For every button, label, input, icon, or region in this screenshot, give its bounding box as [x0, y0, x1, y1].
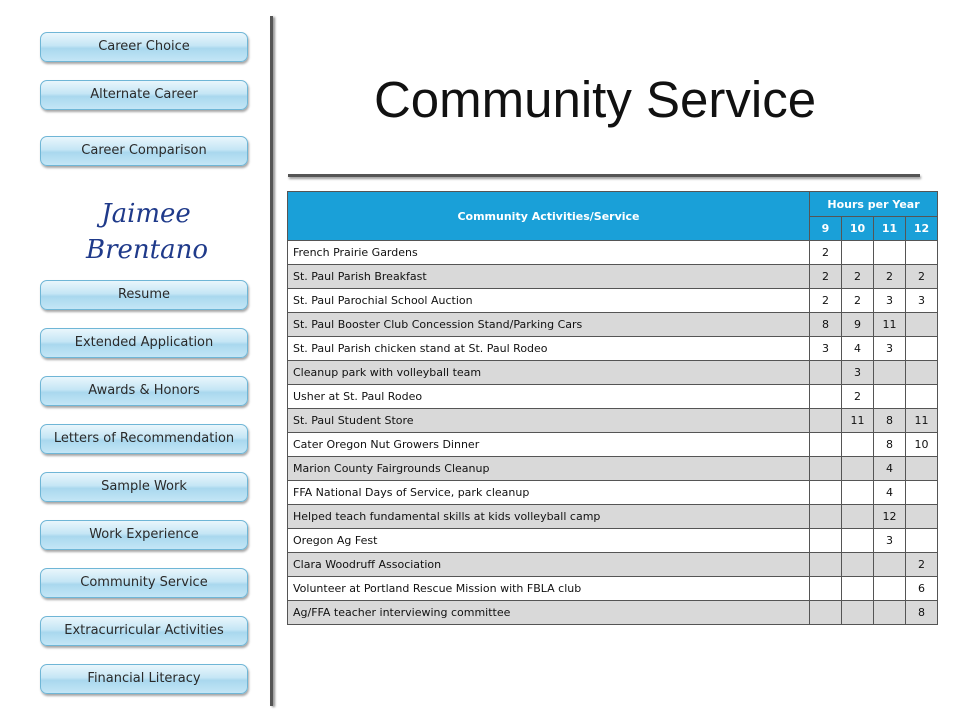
nav-resume-button[interactable]: Resume: [40, 280, 248, 310]
vertical-divider: [270, 16, 273, 706]
hours-cell: [810, 409, 842, 433]
hours-cell: [810, 433, 842, 457]
hours-cell: [874, 241, 906, 265]
activity-cell: Volunteer at Portland Rescue Mission with FBLA club: [288, 577, 810, 601]
hours-cell: [810, 601, 842, 625]
activity-cell: St. Paul Parochial School Auction: [288, 289, 810, 313]
activity-cell: St. Paul Booster Club Concession Stand/Parking Cars: [288, 313, 810, 337]
nav-community-service-button[interactable]: Community Service: [40, 568, 248, 598]
nav-work-experience-button[interactable]: Work Experience: [40, 520, 248, 550]
hours-cell: 8: [810, 313, 842, 337]
hours-cell: [874, 361, 906, 385]
hours-cell: 2: [906, 553, 938, 577]
hours-cell: [874, 385, 906, 409]
hours-cell: [842, 553, 874, 577]
activity-cell: St. Paul Student Store: [288, 409, 810, 433]
hours-cell: 11: [874, 313, 906, 337]
hours-cell: [842, 577, 874, 601]
hours-cell: 2: [842, 385, 874, 409]
hours-cell: [842, 529, 874, 553]
hours-cell: 2: [842, 289, 874, 313]
activity-cell: Helped teach fundamental skills at kids volleyball camp: [288, 505, 810, 529]
table-row: [288, 577, 938, 601]
hours-cell: 3: [842, 361, 874, 385]
table-row: [288, 433, 938, 457]
hours-cell: 8: [874, 409, 906, 433]
hours-cell: [874, 553, 906, 577]
table-row: [288, 265, 938, 289]
hours-cell: 8: [874, 433, 906, 457]
table-row: [288, 313, 938, 337]
hours-cell: 2: [810, 265, 842, 289]
hours-cell: [810, 577, 842, 601]
hours-cell: 12: [874, 505, 906, 529]
nav-awards-honors-button[interactable]: Awards & Honors: [40, 376, 248, 406]
activity-cell: Oregon Ag Fest: [288, 529, 810, 553]
activity-cell: St. Paul Parish Breakfast: [288, 265, 810, 289]
hours-cell: [810, 505, 842, 529]
signature-first-name: Jaimee: [101, 199, 191, 229]
nav-extended-application-button[interactable]: Extended Application: [40, 328, 248, 358]
table-row: [288, 481, 938, 505]
hours-cell: 11: [906, 409, 938, 433]
hours-cell: 4: [842, 337, 874, 361]
hours-cell: [906, 457, 938, 481]
nav-letters-of-recommendation-button[interactable]: Letters of Recommendation: [40, 424, 248, 454]
hours-cell: [810, 553, 842, 577]
table-row: [288, 601, 938, 625]
nav-career-choice-button[interactable]: Career Choice: [40, 32, 248, 62]
hours-cell: [842, 241, 874, 265]
hours-cell: [810, 361, 842, 385]
activity-cell: Clara Woodruff Association: [288, 553, 810, 577]
table-row: [288, 409, 938, 433]
hours-cell: [810, 457, 842, 481]
hours-cell: 3: [810, 337, 842, 361]
hours-cell: [906, 361, 938, 385]
nav-career-comparison-button[interactable]: Career Comparison: [40, 136, 248, 166]
hours-per-year-header: Hours per Year: [810, 192, 938, 217]
hours-cell: 2: [842, 265, 874, 289]
hours-cell: [810, 481, 842, 505]
hours-cell: 4: [874, 457, 906, 481]
activity-cell: Ag/FFA teacher interviewing committee: [288, 601, 810, 625]
page-title: Community Service: [373, 71, 817, 128]
table-row: [288, 337, 938, 361]
hours-cell: [842, 481, 874, 505]
grade-header: 11: [874, 217, 906, 241]
hours-cell: [842, 457, 874, 481]
table-row: [288, 385, 938, 409]
activity-column-header: Community Activities/Service: [288, 192, 810, 241]
hours-cell: 3: [906, 289, 938, 313]
activity-cell: French Prairie Gardens: [288, 241, 810, 265]
activity-cell: Cater Oregon Nut Growers Dinner: [288, 433, 810, 457]
hours-cell: 2: [906, 265, 938, 289]
hours-cell: 8: [906, 601, 938, 625]
hours-cell: [906, 313, 938, 337]
hours-cell: 4: [874, 481, 906, 505]
hours-cell: [874, 601, 906, 625]
hours-cell: [810, 529, 842, 553]
table-row: [288, 457, 938, 481]
community-service-table: [287, 191, 938, 625]
nav-extracurricular-activities-button[interactable]: Extracurricular Activities: [40, 616, 248, 646]
hours-cell: 10: [906, 433, 938, 457]
signature-last-name: Brentano: [86, 235, 209, 265]
hours-cell: 2: [810, 241, 842, 265]
hours-cell: 3: [874, 529, 906, 553]
hours-cell: 6: [906, 577, 938, 601]
hours-cell: [842, 433, 874, 457]
hours-cell: [810, 385, 842, 409]
hours-cell: [842, 601, 874, 625]
table-row: [288, 529, 938, 553]
table-row: [288, 241, 938, 265]
nav-financial-literacy-button[interactable]: Financial Literacy: [40, 664, 248, 694]
hours-cell: 2: [874, 265, 906, 289]
hours-cell: 9: [842, 313, 874, 337]
hours-cell: [906, 529, 938, 553]
hours-cell: [842, 505, 874, 529]
table-row: [288, 553, 938, 577]
hours-cell: [906, 385, 938, 409]
hours-cell: 3: [874, 337, 906, 361]
grade-header: 10: [842, 217, 874, 241]
hours-cell: [906, 241, 938, 265]
table-row: [288, 505, 938, 529]
grade-header: 9: [810, 217, 842, 241]
table-row: [288, 289, 938, 313]
title-divider: [288, 174, 920, 177]
hours-cell: 3: [874, 289, 906, 313]
hours-cell: [874, 577, 906, 601]
hours-cell: [906, 481, 938, 505]
activity-cell: Cleanup park with volleyball team: [288, 361, 810, 385]
activity-cell: Marion County Fairgrounds Cleanup: [288, 457, 810, 481]
activity-cell: St. Paul Parish chicken stand at St. Paul Rodeo: [288, 337, 810, 361]
hours-cell: [906, 505, 938, 529]
hours-cell: 2: [810, 289, 842, 313]
nav-alternate-career-button[interactable]: Alternate Career: [40, 80, 248, 110]
activity-cell: Usher at St. Paul Rodeo: [288, 385, 810, 409]
grade-header: 12: [906, 217, 938, 241]
activity-cell: FFA National Days of Service, park cleanup: [288, 481, 810, 505]
table-row: [288, 361, 938, 385]
hours-cell: [906, 337, 938, 361]
signature: [86, 196, 209, 268]
hours-cell: 11: [842, 409, 874, 433]
nav-sample-work-button[interactable]: Sample Work: [40, 472, 248, 502]
